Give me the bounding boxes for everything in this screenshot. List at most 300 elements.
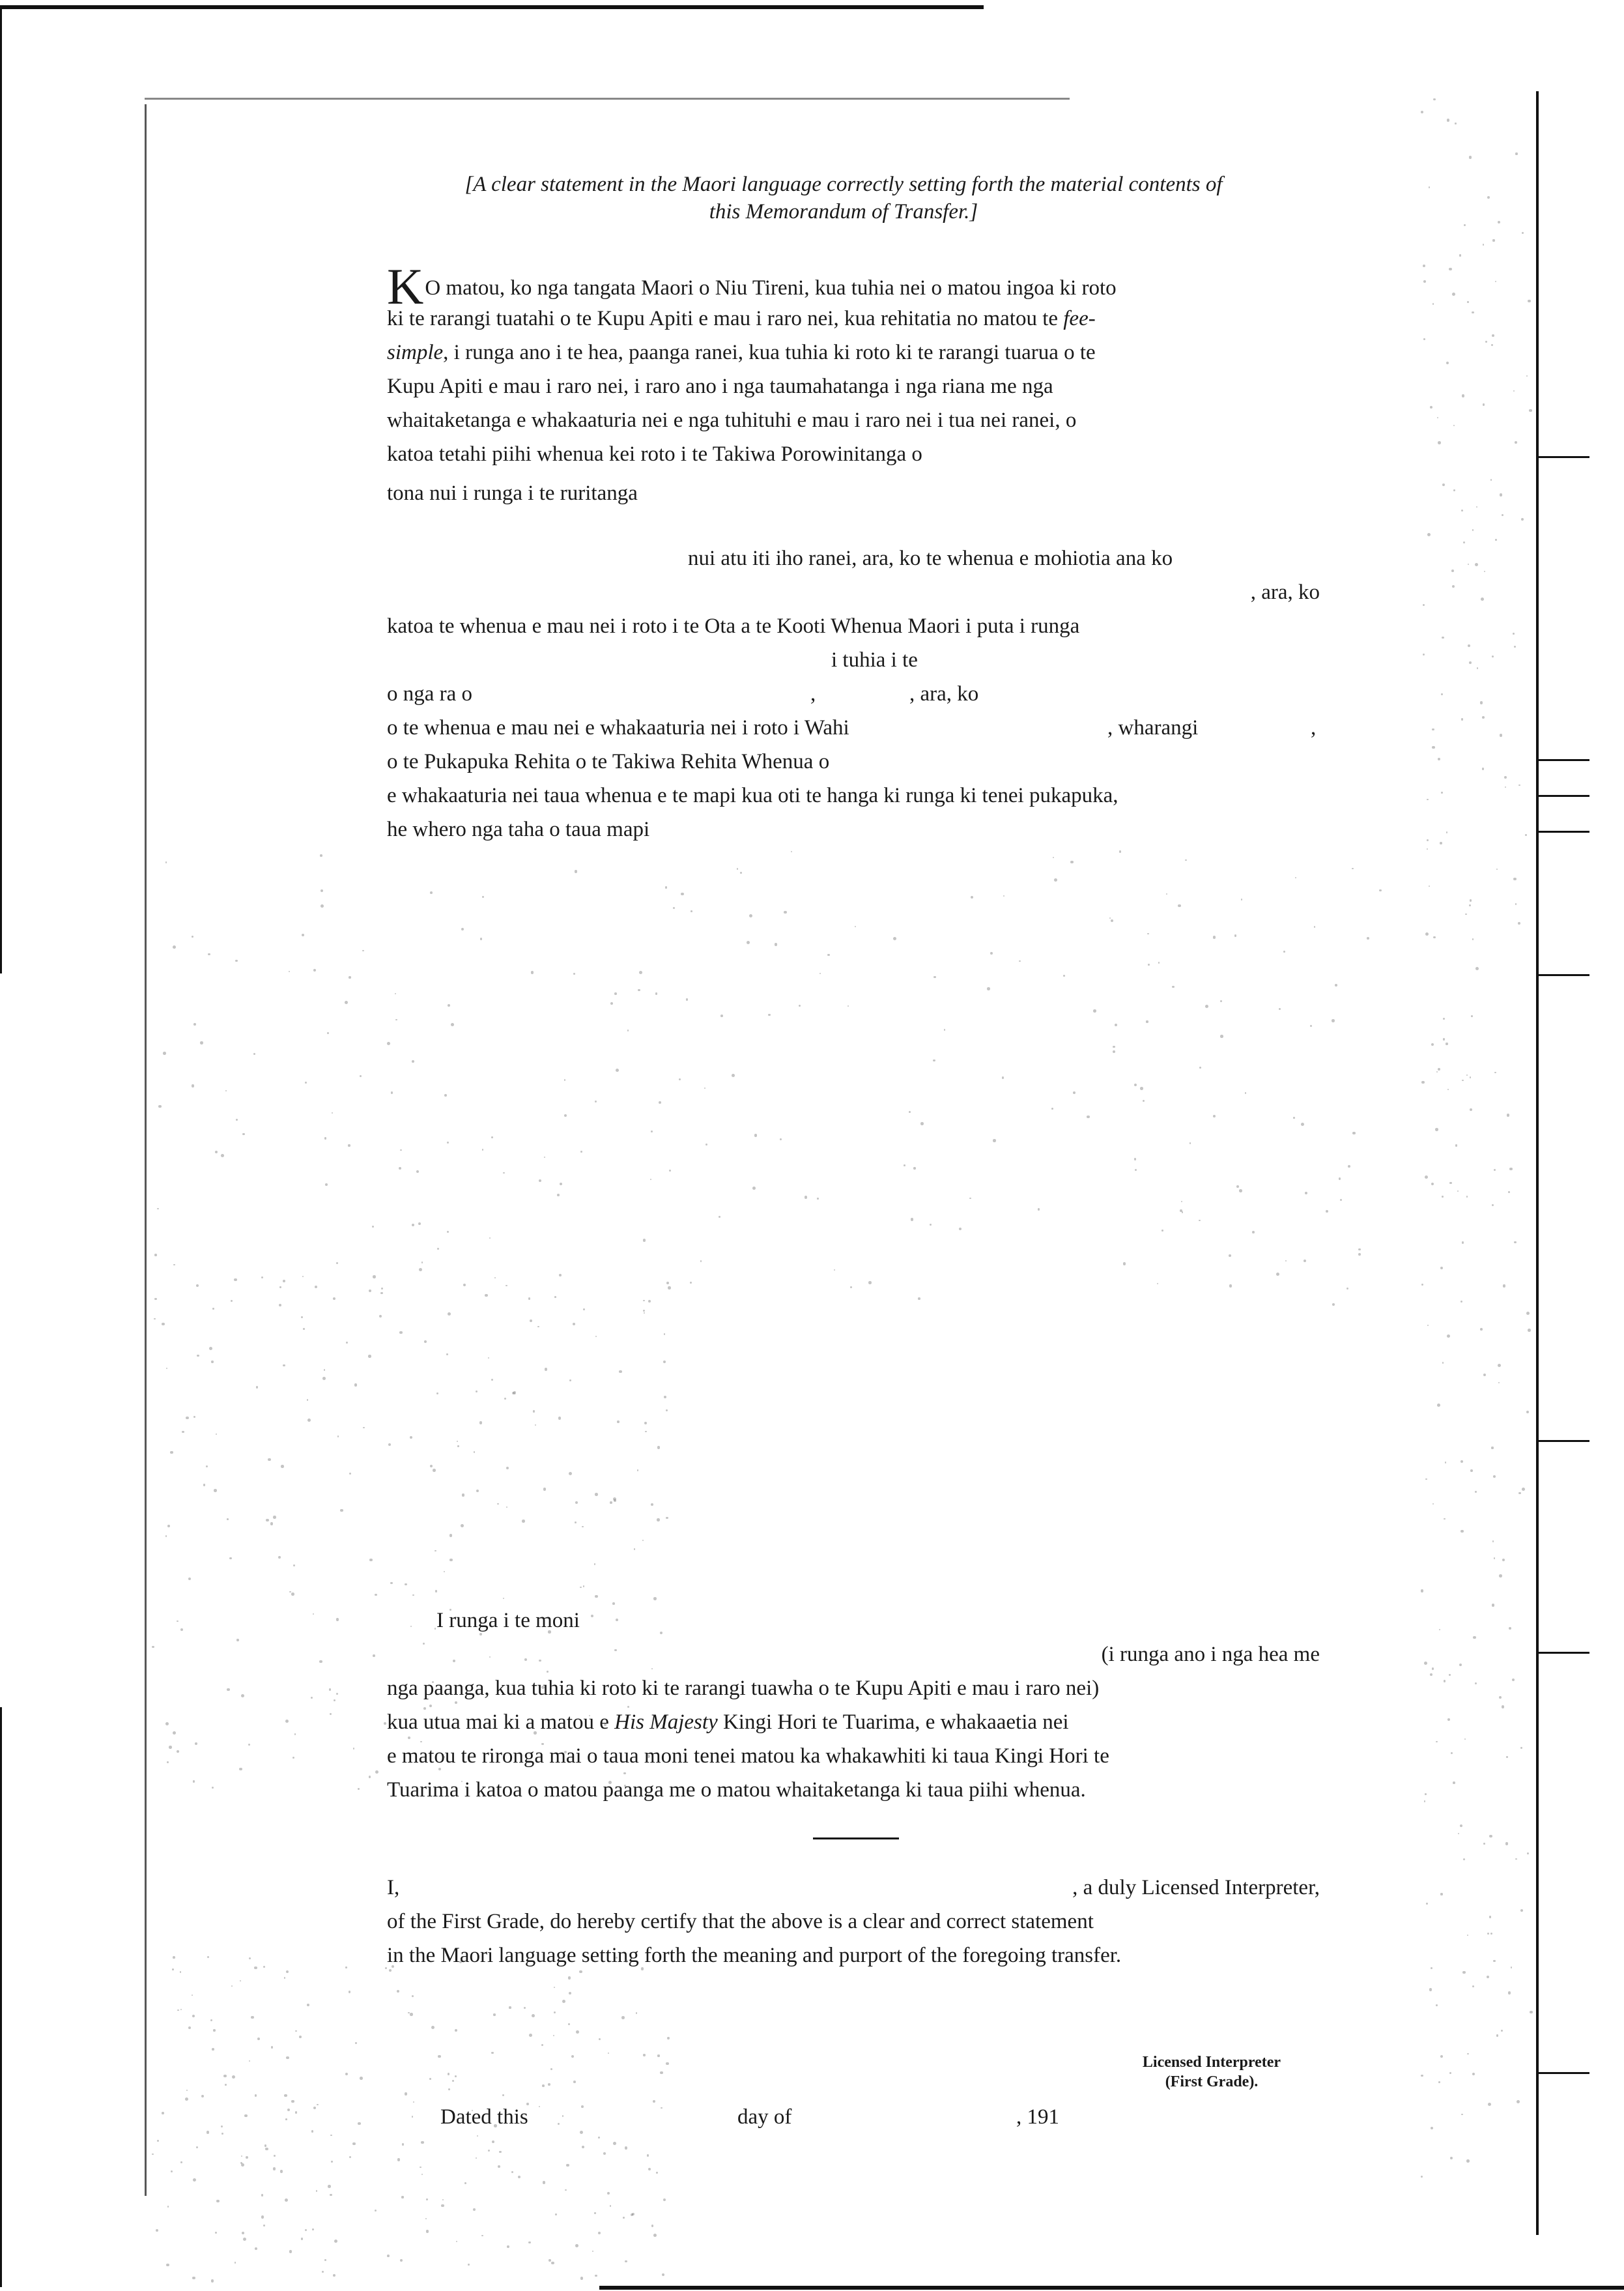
scan-speck: [1465, 914, 1467, 915]
scan-speck: [1468, 644, 1470, 647]
scan-speck: [1509, 1627, 1512, 1630]
scan-speck: [1480, 1328, 1483, 1331]
scan-speck: [1509, 1168, 1512, 1170]
scan-speck: [752, 1187, 756, 1190]
scan-speck: [255, 2247, 257, 2250]
scan-speck: [358, 1788, 359, 1789]
scan-speck: [651, 2225, 653, 2226]
scan-speck: [1470, 899, 1472, 902]
scan-speck: [193, 1780, 195, 1783]
scan-speck: [244, 2114, 248, 2118]
scan-speck: [412, 1060, 415, 1063]
scan-speck: [1213, 1115, 1216, 1117]
scan-speck: [481, 2235, 483, 2236]
scan-speck: [619, 1370, 622, 1374]
scan-speck: [397, 2158, 400, 2161]
scan-speck: [312, 2228, 314, 2230]
scan-speck: [463, 1284, 466, 1287]
scan-speck: [1484, 571, 1485, 572]
scan-speck: [435, 1590, 437, 1592]
scan-speck: [548, 2083, 550, 2086]
scan-speck: [211, 1361, 213, 1362]
scan-speck: [647, 2154, 649, 2156]
scan-speck: [1508, 1191, 1510, 1193]
scan-speck: [1148, 964, 1150, 966]
scan-speck: [1492, 656, 1494, 657]
scan-speck: [737, 868, 738, 869]
scan-speck: [1475, 1682, 1477, 1684]
scan-speck: [1051, 1108, 1053, 1110]
scan-speck: [479, 1633, 482, 1635]
scan-speck: [156, 2229, 158, 2232]
scan-speck: [1487, 1976, 1489, 1978]
scan-speck: [332, 1112, 333, 1114]
scan-speck: [799, 1005, 801, 1007]
scan-speck: [1276, 1273, 1279, 1276]
scan-speck: [666, 1409, 668, 1411]
scan-speck: [690, 1282, 692, 1284]
scan-speck: [1472, 529, 1474, 531]
scan-speck: [580, 2277, 583, 2279]
scan-speck: [232, 2075, 235, 2079]
signature-caption: [1107, 2053, 1316, 2092]
scan-speck: [239, 1768, 242, 1771]
scan-speck: [659, 1101, 661, 1104]
scan-speck: [1491, 1447, 1493, 1448]
scan-speck: [592, 2251, 594, 2253]
scan-speck: [489, 1237, 491, 1239]
inner-top-margin-line: [145, 98, 1070, 100]
scan-speck: [1488, 2103, 1491, 2106]
scan-speck: [1054, 878, 1057, 882]
scan-speck: [497, 1503, 499, 1505]
scan-speck: [631, 2213, 633, 2216]
scan-speck: [461, 1781, 463, 1782]
scan-speck: [455, 2075, 457, 2077]
scan-speck: [1310, 1025, 1312, 1027]
scan-speck: [571, 2055, 574, 2058]
scan-speck: [426, 2230, 429, 2232]
scan-speck: [399, 1331, 403, 1334]
scan-speck: [1500, 734, 1503, 737]
scan-speck: [1457, 1190, 1459, 1192]
scan-speck: [491, 1379, 493, 1381]
scan-speck: [368, 1355, 371, 1358]
scan-speck: [1461, 718, 1464, 721]
scan-speck: [634, 1548, 636, 1550]
scan-speck: [1424, 1800, 1425, 1802]
scan-speck: [1455, 1144, 1457, 1146]
scan-speck: [1423, 654, 1425, 656]
scan-speck: [363, 1427, 364, 1428]
scan-speck: [575, 1521, 577, 1523]
scan-speck: [1436, 1071, 1438, 1073]
scan-speck: [1495, 539, 1497, 541]
scan-speck: [623, 1772, 625, 1774]
scan-speck: [576, 2030, 579, 2034]
scan-speck: [279, 1304, 281, 1306]
scan-speck: [541, 2044, 543, 2046]
consideration-line-1: I runga i te moni: [436, 1609, 580, 1632]
paragraph-line-4: Kupu Apiti e mau i raro nei, i raro ano i nga taumahatanga i nga riana me nga: [387, 375, 1053, 398]
scan-speck: [216, 2200, 219, 2202]
scan-speck: [638, 989, 640, 992]
scan-speck: [408, 2012, 409, 2013]
scan-speck: [642, 1540, 644, 1541]
scan-speck: [225, 1090, 227, 1091]
scan-speck: [420, 2167, 421, 2169]
scan-speck: [562, 2000, 565, 2003]
scan-speck: [266, 1519, 268, 1521]
scan-speck: [429, 2078, 431, 2080]
scan-speck: [464, 2182, 466, 2184]
scan-speck: [657, 1518, 659, 1521]
scan-speck: [1438, 1068, 1440, 1071]
scan-speck: [443, 1756, 445, 1758]
scan-speck: [1472, 311, 1474, 313]
scan-speck: [1475, 563, 1478, 566]
scan-speck: [657, 2054, 659, 2056]
scan-speck: [573, 973, 575, 975]
scan-speck: [412, 1224, 414, 1226]
scan-speck: [1437, 417, 1438, 418]
scan-speck: [211, 2279, 214, 2283]
scan-speck: [1053, 857, 1054, 858]
scan-speck: [225, 2084, 227, 2086]
scan-speck: [373, 1275, 375, 1278]
scan-speck: [349, 2156, 351, 2158]
scan-speck: [610, 2205, 612, 2207]
scan-speck: [1295, 877, 1296, 878]
scan-speck: [1073, 1091, 1076, 1094]
scan-speck: [1433, 936, 1436, 939]
scan-speck: [1462, 1080, 1464, 1082]
scan-speck: [192, 2015, 195, 2017]
scan-speck: [1438, 758, 1440, 760]
scan-speck: [663, 1361, 666, 1363]
scan-speck: [1423, 338, 1425, 340]
scan-speck: [167, 1761, 169, 1763]
scan-speck: [1470, 1076, 1471, 1078]
scan-speck: [691, 910, 692, 912]
scan-speck: [434, 1628, 436, 1630]
scan-speck: [391, 1091, 393, 1093]
scan-speck: [834, 1269, 835, 1271]
paragraph-line-7: tona nui i runga i te ruritanga: [387, 482, 638, 505]
scan-speck: [1166, 893, 1168, 895]
scan-speck: [193, 1023, 196, 1026]
scan-speck: [399, 1167, 402, 1170]
scan-speck: [1447, 119, 1449, 121]
scan-speck: [669, 1170, 671, 1172]
scan-speck: [666, 1282, 669, 1284]
scan-speck: [301, 1316, 303, 1318]
scan-speck: [1421, 2176, 1423, 2178]
scan-speck: [1220, 1035, 1223, 1037]
scan-speck: [203, 1484, 205, 1486]
scan-speck: [1435, 1128, 1438, 1131]
scan-speck: [655, 992, 657, 994]
scan-speck: [662, 2273, 664, 2276]
scan-speck: [575, 2244, 578, 2247]
scan-speck: [913, 1167, 915, 1169]
scan-speck: [279, 1286, 281, 1288]
scan-speck: [969, 1198, 971, 1200]
scan-speck: [1492, 1540, 1494, 1542]
scan-speck: [705, 1144, 707, 1146]
binding-tick: [1537, 1440, 1589, 1442]
scan-speck: [648, 2168, 651, 2170]
scan-speck: [208, 953, 210, 956]
scan-speck: [643, 2054, 645, 2056]
scan-speck: [1462, 1241, 1464, 1244]
scan-speck: [959, 1228, 962, 1230]
scan-speck: [1518, 785, 1520, 786]
scan-speck: [479, 1421, 483, 1424]
scan-speck: [235, 960, 238, 962]
scan-speck: [598, 2137, 600, 2139]
binding-tick: [1537, 795, 1589, 797]
scan-speck: [651, 1503, 653, 1506]
scan-speck: [231, 1985, 233, 1987]
scan-speck: [1487, 196, 1490, 199]
scan-speck: [438, 2055, 440, 2058]
scan-speck: [369, 1776, 371, 1778]
scan-speck: [1199, 1067, 1201, 1069]
scan-speck: [537, 1326, 539, 1328]
scan-speck: [324, 1369, 326, 1371]
scan-speck: [431, 2026, 434, 2029]
scan-speck: [768, 1014, 771, 1016]
scan-speck: [1437, 1404, 1440, 1407]
scan-speck: [192, 1084, 195, 1088]
scan-speck: [170, 1451, 173, 1454]
scan-speck: [241, 2163, 244, 2167]
scan-speck: [1522, 232, 1524, 234]
scan-speck: [246, 2156, 248, 2159]
scan-speck: [324, 1137, 326, 1139]
scan-speck: [1475, 1491, 1477, 1493]
scan-speck: [1443, 1018, 1445, 1020]
scan-speck: [1477, 667, 1478, 669]
scan-speck: [295, 2030, 297, 2032]
scan-speck: [1423, 265, 1425, 267]
scan-speck: [1430, 1673, 1432, 1676]
scan-speck: [1485, 341, 1487, 343]
scan-speck: [173, 1731, 176, 1735]
scan-speck: [212, 1787, 214, 1789]
scan-speck: [544, 1157, 545, 1158]
scan-speck: [354, 1383, 358, 1387]
scan-speck: [566, 2164, 569, 2167]
scan-speck: [1447, 1334, 1450, 1338]
scan-speck: [476, 2157, 477, 2159]
scan-speck: [732, 1074, 735, 1077]
scan-speck: [613, 2142, 616, 2145]
scan-speck: [542, 2084, 545, 2087]
scan-speck: [209, 1347, 212, 1350]
scan-speck: [1460, 1301, 1462, 1303]
paragraph-line-2-text: ki te rarangi tuatahi o te Kupu Apiti e mau i raro nei, kua rehitatia no matou te: [387, 307, 1064, 330]
scan-speck: [1143, 1100, 1145, 1102]
scan-speck: [1002, 1076, 1004, 1078]
scan-speck: [173, 1956, 175, 1959]
scan-speck: [656, 2172, 657, 2173]
scan-speck: [1468, 564, 1469, 565]
scan-speck: [817, 1198, 818, 1199]
scan-speck: [1109, 917, 1111, 919]
scan-speck: [173, 1264, 175, 1265]
paragraph-line-10: katoa te whenua e mau nei i roto i te Ota a te Kooti Whenua Maori i puta i runga: [387, 614, 1080, 638]
scan-speck: [1503, 1284, 1506, 1288]
scan-speck: [641, 1967, 644, 1970]
scan-speck: [1459, 254, 1461, 256]
scan-speck: [212, 1308, 214, 1310]
scan-speck: [315, 1286, 317, 1288]
scan-speck: [180, 2161, 182, 2163]
scan-speck: [1492, 1204, 1494, 1206]
scan-speck: [373, 1654, 375, 1657]
scan-speck: [348, 1144, 350, 1146]
scan-speck: [827, 954, 829, 956]
scan-speck: [488, 1357, 489, 1359]
scan-speck: [933, 1059, 935, 1062]
scan-speck: [321, 889, 324, 893]
day-of-label: day of: [737, 2105, 792, 2129]
scan-speck: [221, 2133, 223, 2135]
scan-speck: [196, 2146, 198, 2148]
scan-speck: [660, 2071, 663, 2075]
scan-speck: [636, 2012, 637, 2013]
scan-speck: [550, 2068, 552, 2070]
scan-speck: [453, 1660, 455, 1662]
scan-speck: [1473, 1636, 1475, 1639]
scan-speck: [430, 891, 433, 894]
scan-speck: [1431, 1043, 1434, 1046]
scan-speck: [805, 1196, 808, 1199]
scan-speck: [1113, 1046, 1115, 1048]
scan-speck: [1464, 1738, 1466, 1740]
scan-speck: [273, 1516, 276, 1518]
scan-speck: [608, 2053, 609, 2054]
scan-speck: [293, 1564, 295, 1566]
scan-speck: [1469, 904, 1472, 907]
scan-speck: [1526, 1312, 1530, 1315]
scan-speck: [1119, 850, 1122, 853]
scan-speck: [530, 1319, 533, 1323]
scan-speck: [286, 2056, 289, 2060]
scan-speck: [381, 1288, 383, 1290]
scan-speck: [1520, 1909, 1523, 1912]
scan-speck: [456, 2241, 457, 2242]
consideration-line-6: Tuarima i katoa o matou paanga me o matou whaitaketanga ki taua piihi whenua.: [387, 1778, 1086, 1802]
scan-speck: [1512, 1679, 1515, 1681]
scan-speck: [581, 2105, 584, 2108]
scan-speck: [1480, 701, 1483, 704]
scan-speck: [647, 1755, 650, 1758]
scan-speck: [1525, 834, 1527, 836]
scan-speck: [580, 1151, 582, 1153]
scan-speck: [1528, 1329, 1530, 1331]
scan-speck: [1469, 156, 1472, 158]
scan-speck: [457, 1441, 458, 1442]
scan-speck: [426, 2198, 427, 2200]
scan-speck: [346, 1342, 348, 1344]
scan-speck: [263, 2225, 265, 2226]
scan-speck: [1431, 1967, 1432, 1969]
scan-speck: [1513, 390, 1515, 392]
scan-speck: [223, 2075, 226, 2077]
scan-speck: [1463, 1858, 1465, 1860]
scan-speck: [625, 2146, 628, 2150]
scan-speck: [473, 2208, 476, 2212]
scan-speck: [1229, 1284, 1232, 1288]
scan-speck: [1460, 1460, 1463, 1463]
scan-speck: [1234, 934, 1237, 937]
scan-speck: [1476, 506, 1477, 508]
scan-speck: [215, 1151, 218, 1153]
scan-speck: [322, 1377, 326, 1380]
scan-speck: [1279, 1008, 1281, 1010]
scan-speck: [494, 1277, 496, 1278]
scan-speck: [186, 2090, 188, 2091]
scan-speck: [1493, 1960, 1495, 1962]
scan-speck: [214, 1489, 217, 1492]
scan-speck: [400, 1149, 402, 1151]
scan-speck: [1442, 1196, 1444, 1198]
scan-speck: [345, 1001, 348, 1004]
scan-speck: [599, 2038, 601, 2040]
scan-speck: [1455, 122, 1457, 124]
scan-speck: [311, 1697, 313, 1699]
scan-speck: [395, 1019, 397, 1020]
scan-speck: [534, 1731, 536, 1734]
scan-speck: [1496, 869, 1498, 870]
scan-speck: [482, 896, 484, 898]
scan-speck: [329, 1688, 332, 1691]
scan-speck: [177, 1621, 178, 1622]
scan-speck: [1518, 922, 1520, 925]
scan-speck: [583, 1308, 585, 1310]
scan-speck: [489, 1656, 491, 1658]
scan-speck: [437, 1248, 439, 1250]
scan-speck: [594, 2212, 596, 2214]
scan-speck: [448, 1004, 450, 1007]
scan-speck: [666, 1517, 668, 1520]
scan-speck: [1500, 493, 1503, 497]
scan-speck: [1492, 334, 1494, 337]
scan-speck: [255, 2094, 257, 2097]
scan-speck: [249, 1957, 251, 1960]
scan-speck: [390, 1582, 393, 1585]
scan-speck: [1447, 1718, 1450, 1721]
scan-speck: [180, 2009, 182, 2010]
scan-speck: [213, 2029, 216, 2032]
scan-speck: [583, 1585, 584, 1587]
scan-speck: [533, 1410, 535, 1412]
scan-speck: [1003, 895, 1004, 897]
scan-speck: [1498, 1364, 1501, 1367]
left-edge-line-top: [0, 9, 2, 973]
scan-speck: [930, 1224, 932, 1226]
scan-speck: [626, 1691, 629, 1694]
scan-speck: [1441, 693, 1443, 695]
scan-speck: [1190, 1142, 1191, 1144]
scan-speck: [1424, 1662, 1427, 1665]
scan-speck: [1493, 1475, 1496, 1478]
scan-speck: [661, 2107, 662, 2109]
scan-speck: [1452, 293, 1455, 296]
